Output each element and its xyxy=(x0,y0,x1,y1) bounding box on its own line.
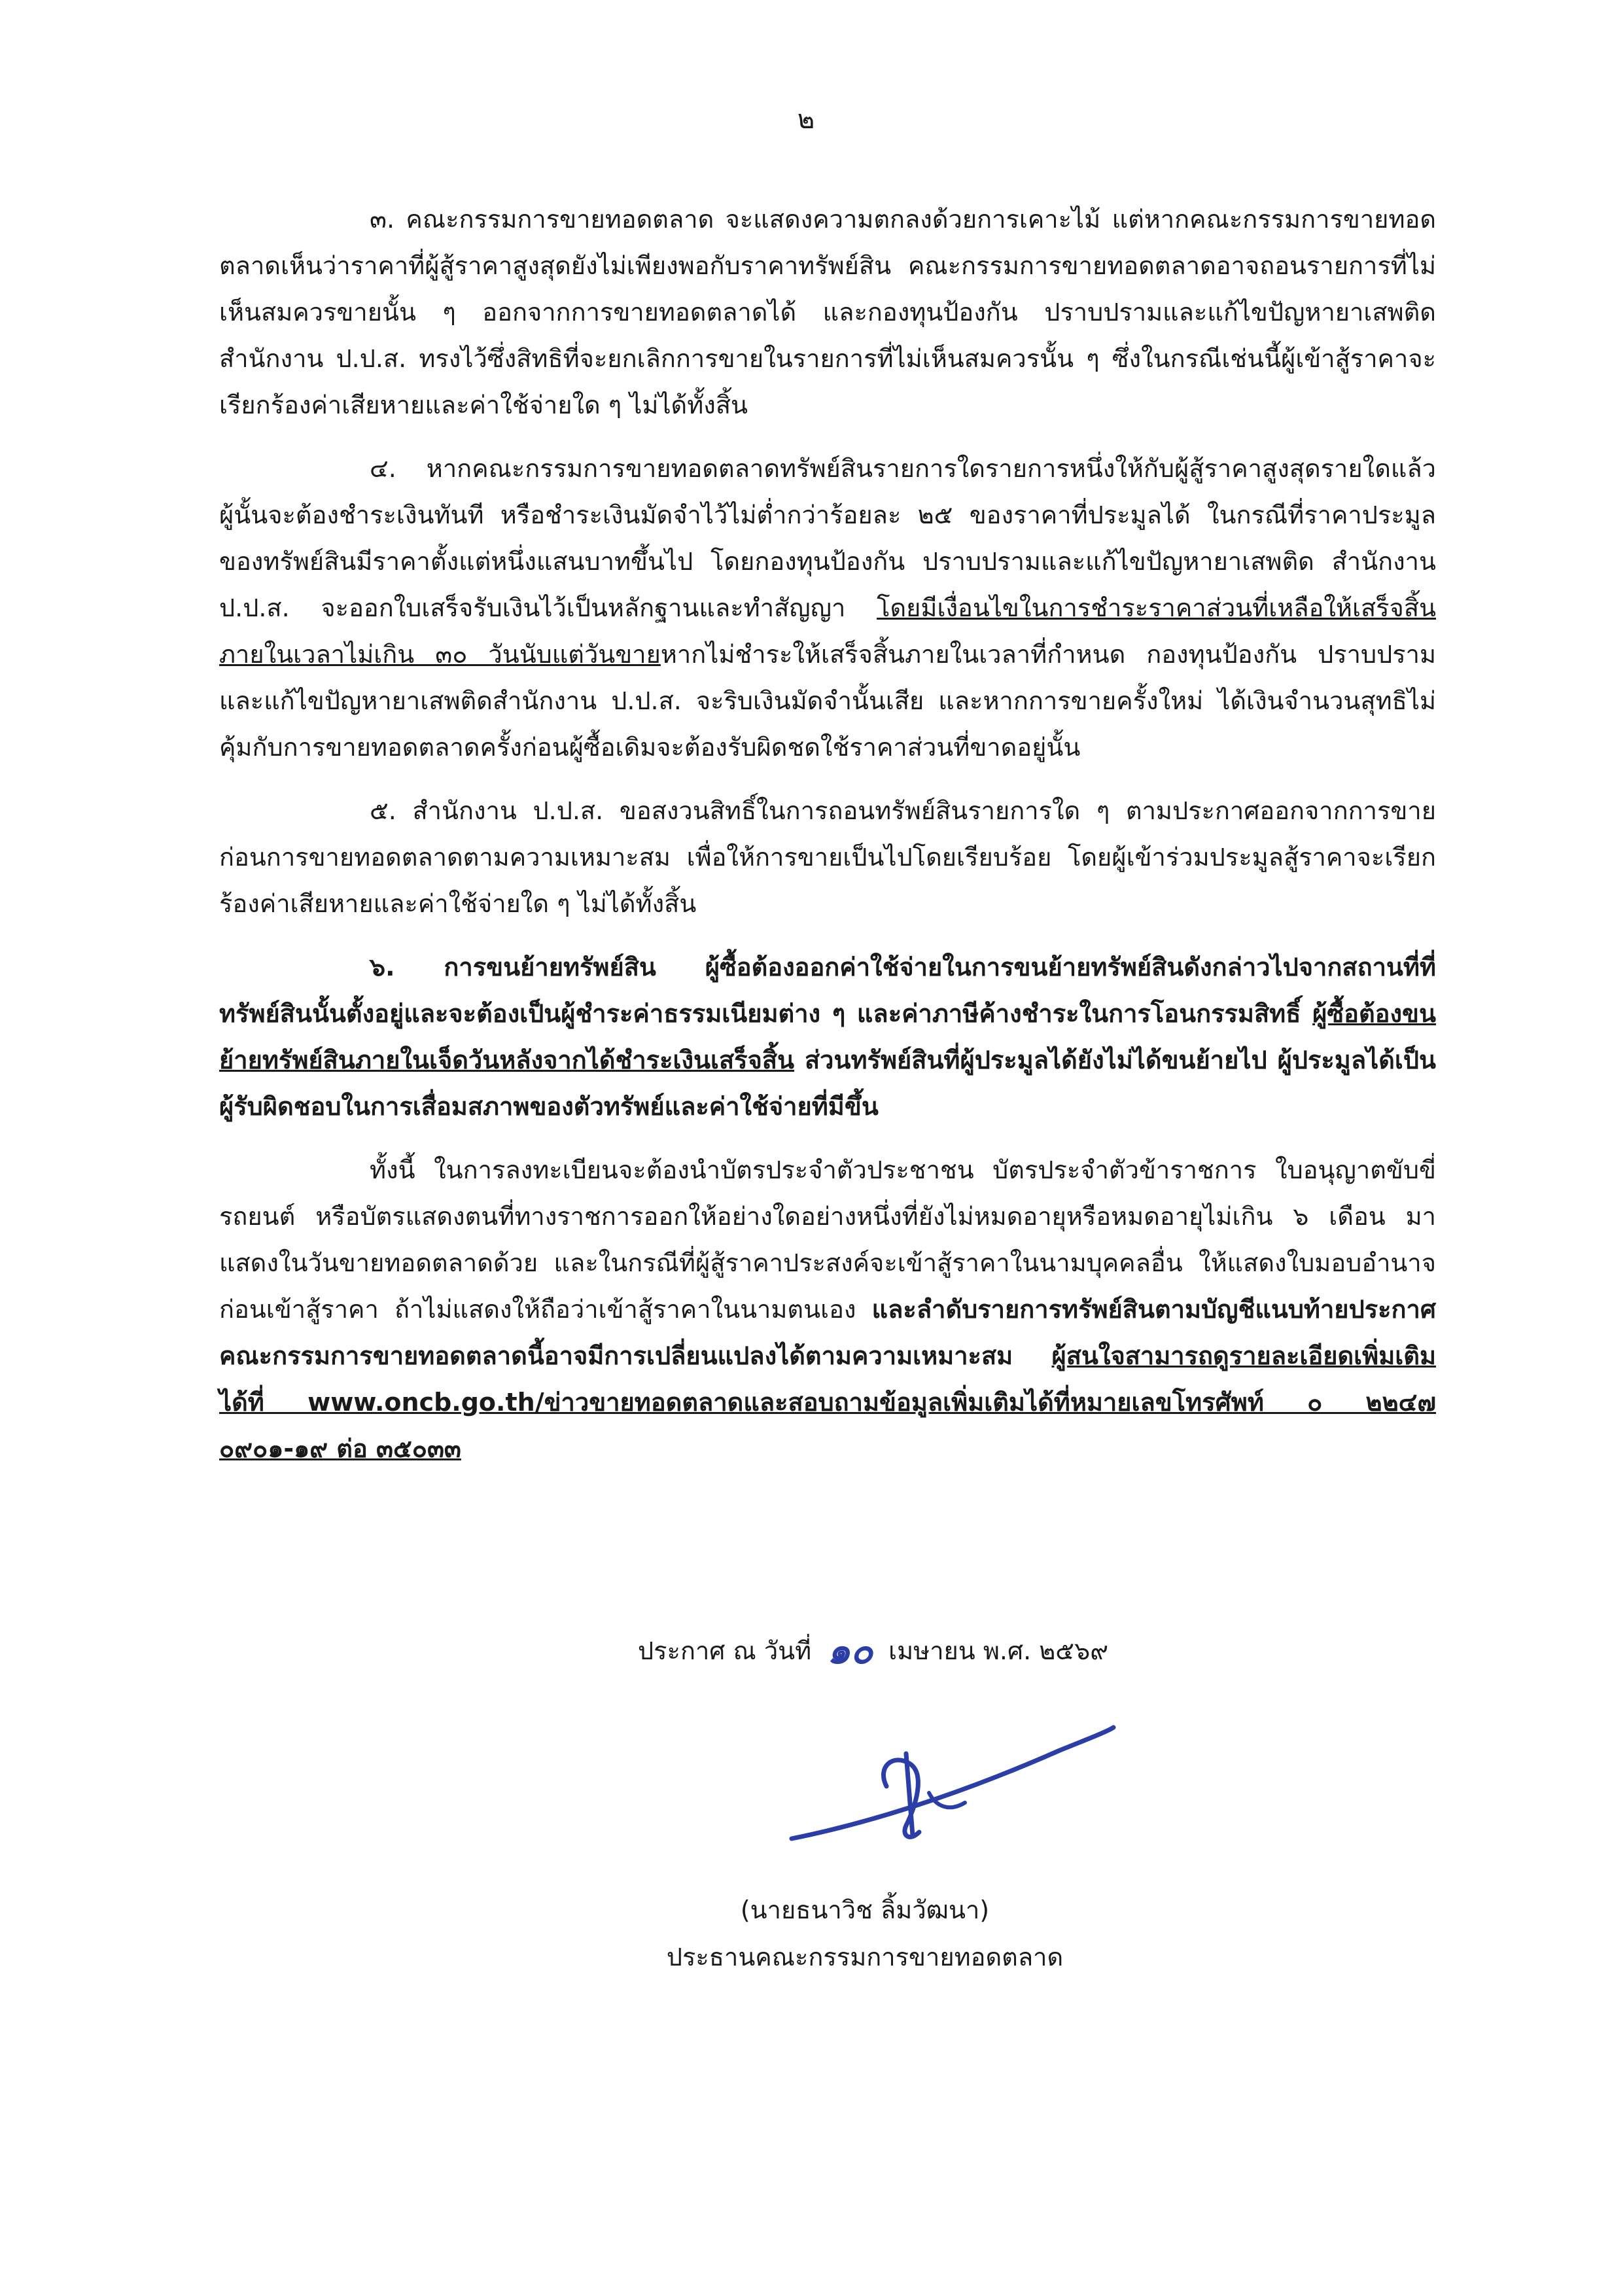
clause-4-forfeit: หากไม่ชำระให้เสร็จสิ้นภายในเวลาที่กำหนด กองทุนป้องกัน ปราบปราม และแก้ไขปัญหายาเสพติดสำนักงาน ป.ป.ส. จะริบเงินมัดจำนั้นเสีย และหากการขายครั้งใหม่ ได้เงินจำนวนสุทธิไม่คุ้มกับการขายทอดตลาดครั้งก่อนผู้ซื้อเดิมจะต้องรับผิดชดใช้ราคาส่วนที่ขาดอยู่นั้น xyxy=(219,640,1436,762)
signer-name: (นายธนาวิช ลิ้มวัฒนา) xyxy=(740,1896,990,1924)
clause-6-number: ๖. xyxy=(370,953,444,981)
clause-6 xyxy=(219,944,1436,1130)
clause-5: ๕. สำนักงาน ป.ป.ส. ขอสงวนสิทธิ์ในการถอนทรัพย์สินรายการใด ๆ ตามประกาศออกจากการขายก่อนการขายทอดตลาดตามความเหมาะสม เพื่อให้การขายเป็นไปโดยเรียบร้อย โดยผู้เข้าร่วมประมูลสู้ราคาจะเรียกร้องค่าเสียหายและค่าใช้จ่ายใด ๆ ไม่ได้ทั้งสิ้น xyxy=(219,796,1436,918)
registration-text: ทั้งนี้ ในการลงทะเบียนจะต้องนำบัตรประจำตัวประชาชน บัตรประจำตัวข้าราชการ ใบอนุญาตขับขี่รถยนต์ หรือบัตรแสดงตนที่ทางราชการออกให้อย่างใดอย่างหนึ่งที่ยังไม่หมดอายุหรือหมดอายุไม่เกิน ๖ เดือน มาแสดงในวันขายทอดตลาดด้วย และในกรณีที่ผู้สู้ราคาประสงค์จะเข้าสู้ราคาในนามบุคคลอื่น ให้แสดงใบมอบอำนาจก่อนเข้าสู้ราคา ถ้าไม่แสดงให้ถือว่าเข้าสู้ราคาในนามตนเอง xyxy=(219,1156,1436,1324)
clause-3: ๓. คณะกรรมการขายทอดตลาด จะแสดงความตกลงด้วยการเคาะไม้ แต่หากคณะกรรมการขายทอดตลาดเห็นว่าราคาที่ผู้สู้ราคาสูงสุดยังไม่เพียงพอกับราคาทรัพย์สิน คณะกรรมการขายทอดตลาดอาจถอนรายการที่ไม่เห็นสมควรขายนั้น ๆ ออกจากการขายทอดตลาดได้ และกองทุนป้องกัน ปราบปรามและแก้ไขปัญหายาเสพติด สำนักงาน ป.ป.ส. ทรงไว้ซึ่งสิทธิที่จะยกเลิกการขายในรายการที่ไม่เห็นสมควรนั้น ๆ ซึ่งในกรณีเช่นนี้ผู้เข้าสู้ราคาจะเรียกร้องค่าเสียหายและค่าใช้จ่ายใด ๆ ไม่ได้ทั้งสิ้น xyxy=(219,205,1436,419)
date-prefix: ประกาศ ณ วันที่ xyxy=(638,1636,812,1665)
clause-4-condition: โดยมีเงื่อนไขในการชำระราคาส่วนที่เหลือให้เสร็จสิ้นภายในเวลาไม่เกิน ๓๐ วันนับแต่วันขาย xyxy=(219,593,1436,669)
document-body xyxy=(219,196,1436,1489)
registration-note xyxy=(219,1147,1436,1472)
clause-4 xyxy=(219,446,1436,771)
page-number: ๒ xyxy=(797,105,815,135)
clause-4-text: ๔. หากคณะกรรมการขายทอดตลาดทรัพย์สินรายการใดรายการหนึ่งให้กับผู้สู้ราคาสูงสุดรายใดแล้ว ผู้นั้นจะต้องชำระเงินทันที หรือชำระเงินมัดจำไว้ไม่ต่ำกว่าร้อยละ ๒๕ ของราคาที่ประมูลได้ ในกรณีที่ราคาประมูลของทรัพย์สินมีราคาตั้งแต่หนึ่งแสนบาทขึ้นไป โดยกองทุนป้องกัน ปราบปรามและแก้ไขปัญหายาเสพติด สำนักงาน ป.ป.ส. จะออกใบเสร็จรับเงินไว้เป็นหลักฐานและทำสัญญา xyxy=(219,454,1436,622)
order-change-note: และลำดับรายการทรัพย์สินตามบัญชีแนบท้ายประกาศคณะกรรมการขายทอดตลาดนี้อาจมีการเปลี่ยนแปลงได้ตามความเหมาะสม xyxy=(219,1295,1436,1370)
date-suffix: เมษายน พ.ศ. ๒๕๖๙ xyxy=(888,1636,1109,1665)
signature-mark xyxy=(779,1714,1119,1858)
clause-6-text: การขนย้ายทรัพย์สิน ผู้ซื้อต้องออกค่าใช้จ่ายในการขนย้ายทรัพย์สินดังกล่าวไปจากสถานที่ที่ทรัพย์สินนั้นตั้งอยู่และจะต้องเป็นผู้ชำระค่าธรรมเนียมต่าง ๆ และค่าภาษีค้างชำระในการโอนกรรมสิทธิ์ xyxy=(219,953,1436,1028)
clause-6-deadline: ผู้ซื้อต้องขนย้ายทรัพย์สินภายในเจ็ดวันหลังจากได้ชำระเงินเสร็จสิ้น xyxy=(219,999,1436,1074)
clause-6-liability: ส่วนทรัพย์สินที่ผู้ประมูลได้ยังไม่ได้ขนย้ายไป ผู้ประมูลได้เป็นผู้รับผิดชอบในการเสื่อมสภาพของตัวทรัพย์และค่าใช้จ่ายที่มีขึ้น xyxy=(219,1046,1436,1121)
signer-title: ประธานคณะกรรมการขายทอดตลาด xyxy=(666,1943,1064,1971)
contact-info: ผู้สนใจสามารถดูรายละเอียดเพิ่มเติมได้ที่ www.oncb.go.th/ข่าวขายทอดตลาดและสอบถามข้อมูลเพิ่มเติมได้ที่หมายเลขโทรศัพท์ ๐ ๒๒๔๗ ๐๙๐๑-๑๙ ต่อ ๓๕๐๓๓ xyxy=(219,1341,1436,1463)
announcement-date xyxy=(638,1621,1108,1680)
handwritten-day: ๑๐ xyxy=(827,1629,873,1672)
